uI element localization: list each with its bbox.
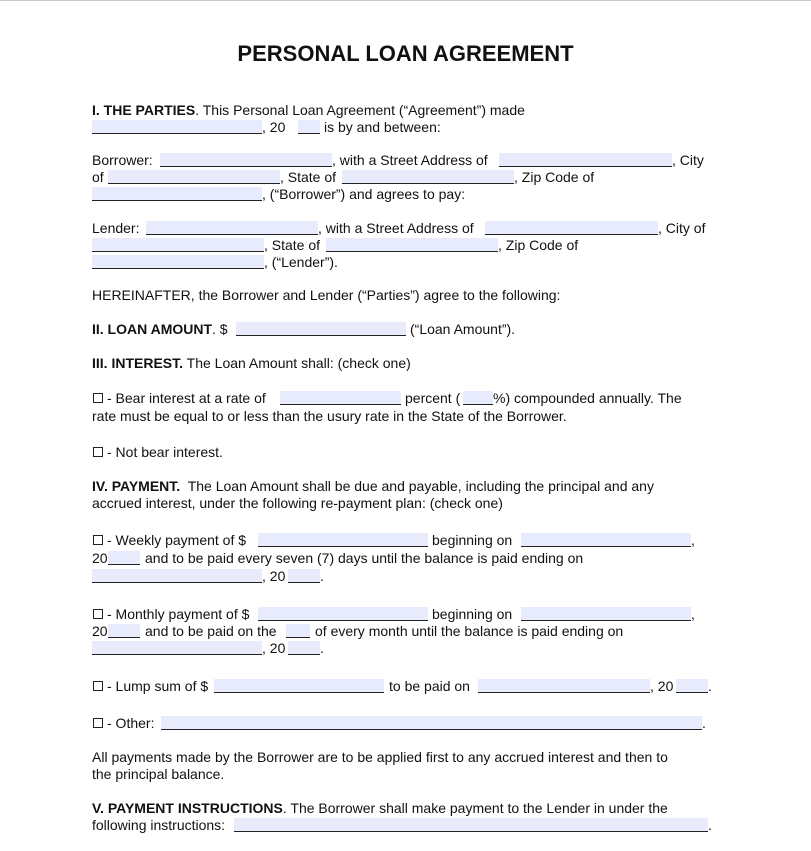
borrower-zip-label: , Zip Code of [514,169,595,185]
bear-interest-checkbox[interactable] [93,393,103,403]
monthly-paid-on-label: and to be paid on the [145,623,277,639]
weekly-comma: , [691,532,695,548]
applied-text: All payments made by the Borrower are to be applied first to any accrued interest and then to [92,749,668,765]
section-heading-instructions: V. PAYMENT INSTRUCTIONS [92,800,283,816]
monthly-comma: , [691,606,695,622]
section-heading-interest: III. INTEREST. [92,355,184,371]
lender-zip-label: , Zip Code of [498,237,579,253]
weekly-end-date-field[interactable] [92,569,262,583]
borrower-city-label: , City [672,152,704,168]
payment-lead: The Loan Amount shall be due and payable, including the principal and any [180,478,654,494]
agreement-year-prefix: , 20 [262,119,286,135]
weekly-year-prefix: 20 [92,550,108,566]
weekly-checkbox[interactable] [93,535,103,545]
borrower-street-label: , with a Street Address of [332,152,488,168]
lender-tag: , (“Lender”). [264,254,338,270]
weekly-label: - Weekly payment of $ [107,532,247,548]
lender-label: Lender: [92,220,140,236]
lender-state-label: , State of [264,237,321,253]
agreement-date-field[interactable] [92,120,262,134]
monthly-begin-date-field[interactable] [521,607,691,621]
lump-sum-amount-field[interactable] [214,679,384,693]
borrower-state-field[interactable] [342,170,514,184]
lender-street-label: , with a Street Address of [318,220,474,236]
monthly-end-year-field[interactable] [288,641,320,655]
borrower-state-label: , State of [280,169,337,185]
usury-text: rate must be equal to or less than the usury rate in the State of the Borrower. [92,408,567,424]
monthly-begin-year-field[interactable] [108,624,140,638]
other-label: - Other: [107,715,155,731]
lender-name-field[interactable] [146,221,318,235]
instructions-line [92,800,668,817]
borrower-label: Borrower: [92,152,153,168]
weekly-begin-year-field[interactable] [108,551,140,565]
section-heading-loan-amount: II. LOAN AMOUNT [92,321,213,337]
compounded-text: %) compounded annually. The [493,390,682,406]
interest-line [92,355,411,372]
other-checkbox[interactable] [93,718,103,728]
no-interest-label: - Not bear interest. [107,444,223,460]
monthly-beginning-label: beginning on [432,606,513,622]
section-heading-payment: IV. PAYMENT. [92,478,181,494]
interest-percent-field[interactable] [463,391,493,405]
parties-intro-line [92,102,525,119]
lender-zip-field[interactable] [92,255,264,269]
parties-between-text: is by and between: [324,119,441,135]
borrower-name-field[interactable] [160,153,332,167]
instructions-lead-2: following instructions: [92,817,226,833]
instructions-period: . [708,817,712,833]
parties-intro-text: . This Personal Loan Agreement (“Agreement”) made [195,102,525,118]
loan-amount-dollar: . $ [212,321,228,337]
weekly-end-year-prefix: , 20 [262,568,286,584]
monthly-checkbox[interactable] [93,609,103,619]
interest-lead: The Loan Amount shall: (check one) [183,355,411,371]
hereinafter-text: HEREINAFTER, the Borrower and Lender (“Parties”) agree to the following: [92,287,561,303]
lender-state-field[interactable] [326,238,498,252]
payment-lead-2: accrued interest, under the following re-payment plan: (check one) [92,495,503,511]
monthly-year-prefix: 20 [92,623,108,639]
weekly-begin-date-field[interactable] [521,533,691,547]
borrower-tag: , (“Borrower”) and agrees to pay: [262,186,466,202]
no-interest-checkbox[interactable] [93,447,103,457]
lender-city-label: , City of [658,220,706,236]
loan-amount-tag: (“Loan Amount”). [410,321,516,337]
lump-sum-year-field[interactable] [676,679,708,693]
monthly-every-month-text: of every month until the balance is paid ending on [315,623,624,639]
bear-interest-label: - Bear interest at a rate of [107,390,266,406]
document-title: PERSONAL LOAN AGREEMENT [237,41,574,66]
weekly-beginning-label: beginning on [432,532,513,548]
lender-street-field[interactable] [485,221,658,235]
borrower-street-field[interactable] [499,153,672,167]
lump-sum-date-field[interactable] [478,679,650,693]
lender-city-field[interactable] [92,238,264,252]
monthly-amount-field[interactable] [258,607,428,621]
applied-text-2: the principal balance. [92,766,225,782]
percent-label: percent ( [405,390,461,406]
monthly-label: - Monthly payment of $ [107,606,250,622]
lump-sum-label: - Lump sum of $ [107,678,209,694]
weekly-end-year-field[interactable] [288,569,320,583]
payment-instructions-field[interactable] [234,818,708,832]
lump-sum-year-prefix: , 20 [650,678,674,694]
lump-sum-checkbox[interactable] [93,681,103,691]
instructions-lead: . The Borrower shall make payment to the Lender in under the [282,800,668,816]
borrower-city-of-label: of [92,169,104,185]
borrower-city-field[interactable] [108,170,280,184]
weekly-amount-field[interactable] [258,533,428,547]
monthly-day-field[interactable] [286,624,310,638]
monthly-end-date-field[interactable] [92,641,262,655]
other-terms-field[interactable] [161,716,702,730]
interest-rate-field[interactable] [280,391,401,405]
lump-sum-paid-on-label: to be paid on [389,678,470,694]
other-period: . [702,715,706,731]
loan-amount-line [92,321,228,338]
agreement-year-field[interactable] [298,120,320,134]
payment-line [92,478,654,495]
lump-sum-period: . [708,678,712,694]
page-top-border [0,0,811,1]
monthly-end-year-prefix: , 20 [262,640,286,656]
monthly-period: . [320,640,324,656]
loan-amount-field[interactable] [236,322,406,336]
weekly-continuation: and to be paid every seven (7) days until the balance is paid ending on [145,550,584,566]
weekly-period: . [320,568,324,584]
section-heading-parties: I. THE PARTIES [92,102,196,118]
borrower-zip-field[interactable] [92,187,262,201]
